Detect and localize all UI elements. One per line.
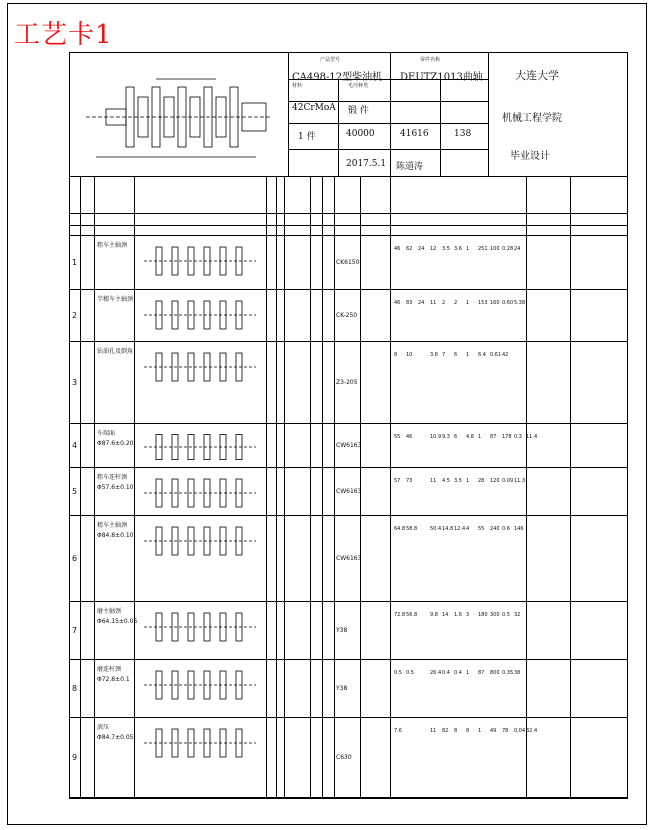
- cut-param: 24: [418, 246, 425, 252]
- cut-param: 11: [430, 300, 437, 306]
- date-value: 2017.5.1: [346, 159, 387, 169]
- machine-model: CW6163: [336, 442, 362, 449]
- operation-name: 磨主轴颈: [97, 608, 122, 615]
- cut-param: 4.8: [466, 434, 474, 440]
- cut-param: 42: [502, 352, 509, 358]
- operation-spec: Φ84.8±0.10: [97, 532, 134, 539]
- operation-spec: Φ72.8±0.1: [97, 676, 130, 683]
- page-title: 工艺卡1: [14, 20, 113, 50]
- cut-param: 251: [478, 246, 488, 252]
- cut-param: 1: [478, 434, 482, 440]
- cut-param: 14.8: [442, 526, 454, 532]
- row-number: 6: [72, 554, 78, 563]
- part-name-label: 零件名称: [420, 57, 441, 63]
- cut-param: 87: [490, 434, 497, 440]
- designer-value: 陈道涛: [396, 162, 424, 172]
- material-label: 材料: [292, 83, 303, 89]
- row-number: 4: [72, 441, 78, 450]
- cut-param: 32: [514, 612, 521, 618]
- cut-param: 1: [466, 300, 470, 306]
- cut-param: 2: [454, 300, 458, 306]
- school-name: 大连大学: [515, 69, 559, 82]
- machine-model: C630: [336, 754, 352, 761]
- cut-param: 9.3: [442, 434, 450, 440]
- process-card-sheet: [69, 52, 628, 799]
- operation-name: 粗车连杆颈: [97, 474, 128, 481]
- cut-param: 9.8: [430, 612, 438, 618]
- cut-param: 0.61: [490, 352, 502, 358]
- cut-param: 0.4: [454, 670, 462, 676]
- annual-output: 40000: [346, 129, 375, 139]
- cut-param: 3.5: [442, 246, 450, 252]
- operation-spec: Φ87.6±0.20: [97, 440, 134, 447]
- cut-param: 11: [430, 478, 437, 484]
- cut-param: 100: [490, 246, 500, 252]
- operation-sketch: [140, 241, 260, 281]
- cut-param: 3: [466, 612, 470, 618]
- operation-sketch: [140, 347, 260, 387]
- cut-param: 3.6: [454, 246, 462, 252]
- cut-param: 87: [478, 670, 485, 676]
- cut-param: 14: [442, 612, 449, 618]
- blank-type-label: 毛坯种类: [348, 83, 369, 89]
- operation-sketch: [140, 473, 260, 513]
- cut-param: 11: [430, 728, 437, 734]
- operation-name: 车端面: [97, 430, 116, 437]
- cut-param: 7: [442, 352, 446, 358]
- machine-model: CW6163: [336, 555, 362, 562]
- operation-spec: Φ64.15±0.05: [97, 618, 138, 625]
- cut-param: 46: [406, 434, 413, 440]
- cut-param: 78: [502, 728, 509, 734]
- part-name: DEUTZ1013曲轴: [400, 72, 483, 83]
- cut-param: 3.8: [430, 352, 438, 358]
- cut-param: 240: [490, 526, 500, 532]
- row-number: 7: [72, 626, 78, 635]
- cut-param: 3.5: [454, 478, 462, 484]
- cut-param: 6: [454, 352, 458, 358]
- cut-param: 28: [478, 478, 485, 484]
- operation-name: 粗车主轴颈: [97, 242, 128, 249]
- machine-model: CK-250: [336, 312, 358, 319]
- cut-param: 0.09: [502, 478, 514, 484]
- design-label: 毕业设计: [510, 151, 550, 162]
- row-number: 9: [72, 753, 78, 762]
- machine-model: CK6150: [336, 259, 360, 266]
- machine-model: Y38: [336, 685, 348, 692]
- cut-param: 55: [394, 434, 401, 440]
- cut-param: 10.9: [430, 434, 442, 440]
- operation-name: 钻油孔及倒角: [97, 348, 134, 355]
- material-value: 42CrMoA: [292, 103, 336, 113]
- cut-param: 10: [406, 352, 413, 358]
- cut-param: 50.4: [430, 526, 442, 532]
- cut-param: 146: [514, 526, 524, 532]
- cut-param: 0.5: [406, 670, 414, 676]
- part-number: 41616: [400, 129, 429, 139]
- cut-param: 0.60: [502, 300, 514, 306]
- cut-param: 46: [394, 246, 401, 252]
- batch-size: 138: [454, 129, 472, 139]
- row-number: 2: [72, 311, 78, 320]
- cut-param: 153: [478, 300, 488, 306]
- operation-spec: Φ84.7±0.05: [97, 734, 134, 741]
- operation-spec: Φ57.6±0.10: [97, 484, 134, 491]
- cut-param: 1: [466, 670, 470, 676]
- operation-name: 滚压: [97, 724, 110, 731]
- cut-param: 1: [466, 478, 470, 484]
- cut-param: 49: [490, 728, 497, 734]
- cut-param: 5.38: [514, 300, 526, 306]
- operation-name: 半精车主轴颈: [97, 296, 134, 303]
- cut-param: 56.8: [406, 612, 418, 618]
- cut-param: 1: [466, 352, 470, 358]
- machine-model: Y38: [336, 627, 348, 634]
- cut-param: 8: [394, 352, 398, 358]
- operation-sketch: [140, 295, 260, 335]
- blank-qty: 1 件: [298, 132, 316, 142]
- operation-sketch: [140, 723, 260, 763]
- cut-param: 82: [442, 728, 449, 734]
- cut-param: 6.4: [478, 352, 486, 358]
- cut-param: 0.5: [502, 612, 510, 618]
- operation-sketch: [140, 521, 260, 561]
- cut-param: 11.4: [526, 434, 538, 440]
- cut-param: 24: [418, 300, 425, 306]
- cut-param: 1.6: [454, 612, 462, 618]
- cut-param: 64.8: [394, 526, 406, 532]
- operation-sketch: [140, 429, 260, 465]
- cut-param: 8: [454, 728, 458, 734]
- crankshaft-drawing: [76, 67, 282, 171]
- cut-param: 7.6: [394, 728, 402, 734]
- cut-param: 12: [430, 246, 437, 252]
- cut-param: 58.8: [406, 526, 418, 532]
- cut-param: 800: [490, 670, 500, 676]
- cut-param: 0.35: [502, 670, 514, 676]
- cut-param: 4.5: [442, 478, 450, 484]
- cut-param: 1: [466, 246, 470, 252]
- department-name: 机械工程学院: [502, 113, 562, 124]
- cut-param: 32.4: [526, 728, 538, 734]
- cut-param: 1: [478, 728, 482, 734]
- row-number: 5: [72, 487, 78, 496]
- cut-param: 0.4: [442, 670, 450, 676]
- operation-sketch: [140, 607, 260, 647]
- cut-param: 0.28: [502, 246, 514, 252]
- cut-param: 300: [490, 612, 500, 618]
- row-number: 1: [72, 258, 78, 267]
- cut-param: 83: [406, 300, 413, 306]
- row-number: 8: [72, 684, 78, 693]
- cut-param: 0.5: [394, 670, 402, 676]
- cut-param: 6: [454, 434, 458, 440]
- operation-name: 磨连杆颈: [97, 666, 122, 673]
- cut-param: 160: [490, 300, 500, 306]
- product-model: CA498-12型柴油机: [292, 72, 383, 83]
- operation-name: 精车主轴颈: [97, 522, 128, 529]
- machine-model: Z3-205: [336, 379, 358, 386]
- operation-sketch: [140, 665, 260, 705]
- cut-param: 38: [514, 670, 521, 676]
- cut-param: 12.4: [454, 526, 466, 532]
- cut-param: 72.8: [394, 612, 406, 618]
- cut-param: 57: [394, 478, 401, 484]
- cut-param: 2: [442, 300, 446, 306]
- cut-param: 178: [502, 434, 512, 440]
- cut-param: 26.4: [430, 670, 442, 676]
- cut-param: 62: [406, 246, 413, 252]
- machine-model: CW6163: [336, 488, 362, 495]
- product-model-label: 产品型号: [320, 57, 341, 63]
- cut-param: 0.04: [514, 728, 526, 734]
- cut-param: 180: [478, 612, 488, 618]
- cut-param: 0.6: [502, 526, 510, 532]
- cut-param: 8: [466, 728, 470, 734]
- cut-param: 0.3: [514, 434, 522, 440]
- cut-param: 55: [478, 526, 485, 532]
- row-number: 3: [72, 378, 78, 387]
- cut-param: 11.3: [514, 478, 526, 484]
- blank-type-value: 锻 件: [348, 106, 369, 116]
- cut-param: 46: [394, 300, 401, 306]
- cut-param: 120: [490, 478, 500, 484]
- cut-param: 73: [406, 478, 413, 484]
- cut-param: 4: [466, 526, 470, 532]
- cut-param: 24: [514, 246, 521, 252]
